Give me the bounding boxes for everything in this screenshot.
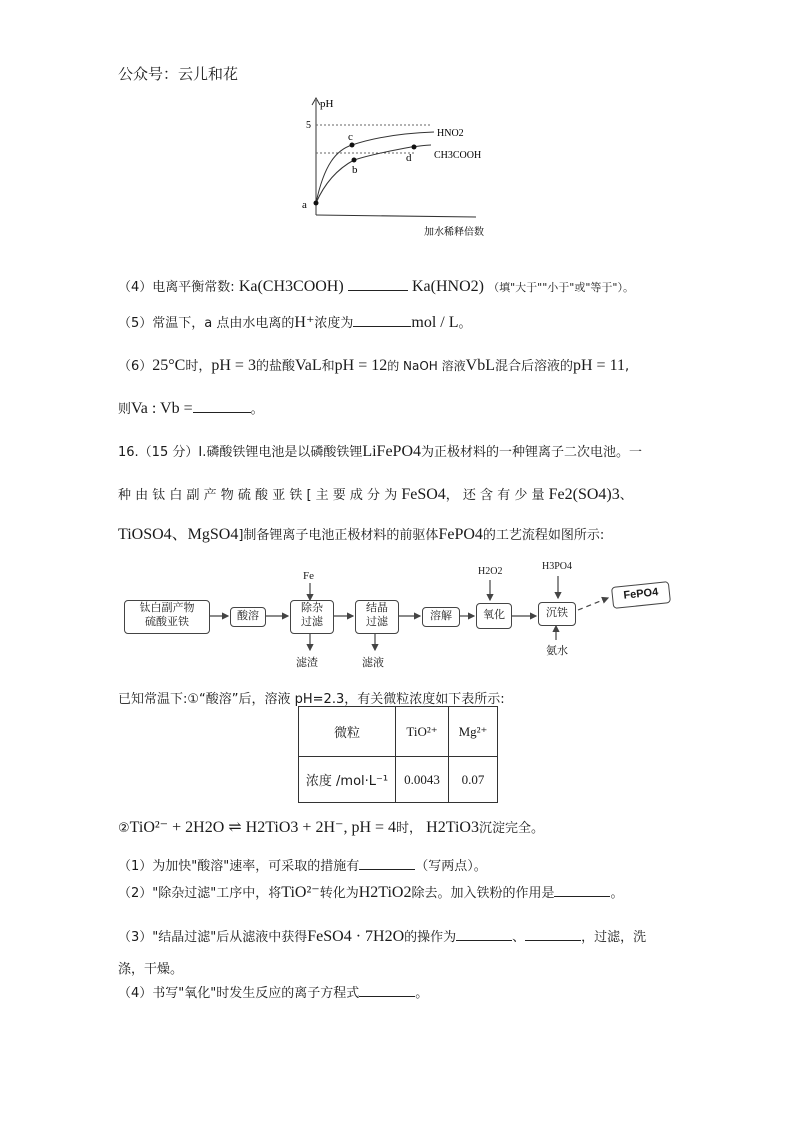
sub-question-3: （3）"结晶过滤"后从滤液中获得FeSO4 · 7H2O的操作为 、 ，过滤，洗: [118, 928, 647, 945]
curve-ch3cooh: [316, 145, 431, 203]
flow-start-box: 钛白副产物硫酸亚铁: [124, 600, 210, 634]
sub-question-3-line2: 涤，干燥。: [118, 962, 184, 977]
equation-2: ②TiO²⁻ + 2H2O ⇌ H2TiO3 + 2H⁻, pH = 4时， H2TiO3沉淀完全。: [118, 819, 544, 836]
table-header-tio: TiO²⁺: [396, 707, 449, 757]
curve-hno2: [316, 132, 434, 203]
curve-ch3cooh-label: CH3COOH: [434, 150, 482, 161]
answer-blank-5[interactable]: [353, 312, 411, 327]
table-row-label: 浓度 /mol·L⁻¹: [299, 757, 396, 803]
question-4: （4）电离平衡常数: Ka(CH3COOH) Ka(HNO2) （填"大于""小于"或"等于"）。: [118, 278, 634, 295]
table-header-mg: Mg²⁺: [449, 707, 498, 757]
curve-hno2-label: HNO2: [437, 128, 464, 139]
flow-step-dissolve: 溶解: [422, 607, 460, 627]
x-axis-label: 加水稀释倍数: [424, 227, 484, 238]
question-16-line2: 种 由 钛 白 副 产 物 硫 酸 亚 铁 [ 主 要 成 分 为 FeSO4， 还 含 有 少 量 Fe2(SO4)3、: [118, 486, 633, 503]
question-6: （6）25°C时，pH = 3的盐酸VaL和pH = 12的 NaOH 溶液VbL混合后溶液的pH = 11,: [118, 357, 630, 374]
point-d: [412, 145, 417, 150]
x-axis: [316, 215, 476, 217]
flow-step-acid: 酸溶: [230, 607, 266, 627]
answer-blank-s2[interactable]: [554, 882, 610, 897]
answer-blank-4[interactable]: [348, 276, 408, 291]
point-b: [352, 158, 357, 163]
question-16-line3: TiOSO4、MgSO4]制备锂离子电池正极材料的前驱体FePO4的工艺流程如图所示:: [118, 526, 605, 543]
question-5: （5）常温下，a 点由水电离的H⁺浓度为 mol / L。: [118, 314, 472, 331]
flow-h3po4-label: H3PO4: [542, 561, 573, 572]
flow-product-box: FePO4: [611, 581, 671, 609]
sub-question-1: （1）为加快"酸溶"速率，可采取的措施有 （写两点）。: [118, 855, 487, 877]
table-cell-mg: 0.07: [449, 757, 498, 803]
point-c: [350, 143, 355, 148]
flow-step-precipitate: 沉铁: [538, 602, 576, 626]
question-6-line2: 则Va : Vb = 。: [118, 400, 264, 417]
y-tick-label: 5: [306, 120, 311, 131]
question-16-line1: 16.（15 分）I.磷酸铁锂电池是以磷酸铁锂LiFePO4为正极材料的一种锂离子二次电池。一: [118, 443, 643, 460]
known-conditions: 已知常温下:①“酸溶”后，溶液 pH=2.3，有关微粒浓度如下表所示:: [118, 692, 505, 707]
point-b-label: b: [352, 164, 358, 176]
ph-dilution-figure: [296, 95, 506, 240]
answer-blank-s1[interactable]: [359, 855, 415, 870]
y-axis-label: pH: [320, 98, 334, 110]
page-header: 公众号：云儿和花: [118, 65, 239, 83]
point-c-label: c: [348, 131, 353, 143]
point-d-label: d: [406, 152, 412, 164]
answer-blank-s3b[interactable]: [525, 926, 581, 941]
answer-blank-s3a[interactable]: [456, 926, 512, 941]
answer-blank-6[interactable]: [193, 398, 251, 413]
table-header-particle: 微粒: [299, 707, 396, 757]
process-flowchart: [118, 558, 678, 676]
flow-fe-label: Fe: [303, 570, 314, 582]
concentration-table: [298, 706, 498, 803]
flow-filtrate-label: 滤液: [362, 656, 384, 669]
sub-question-2: （2）"除杂过滤"工序中，将TiO²⁻转化为H2TiO2除去。加入铁粉的作用是 。: [118, 884, 624, 901]
sub-question-4: （4）书写"氧化"时发生反应的离子方程式 。: [118, 982, 428, 1004]
flow-step-crystal: 结晶过滤: [355, 600, 399, 634]
flow-h2o2-label: H2O2: [478, 566, 503, 577]
flow-residue-label: 滤渣: [296, 656, 318, 669]
flow-ammonia-label: 氨水: [546, 644, 568, 657]
answer-blank-s4[interactable]: [359, 982, 415, 997]
point-a-label: a: [302, 199, 307, 211]
table-cell-tio: 0.0043: [396, 757, 449, 803]
flow-step-oxidize: 氧化: [476, 603, 512, 629]
flow-step-purify: 除杂过滤: [290, 600, 334, 634]
point-a: [314, 201, 319, 206]
